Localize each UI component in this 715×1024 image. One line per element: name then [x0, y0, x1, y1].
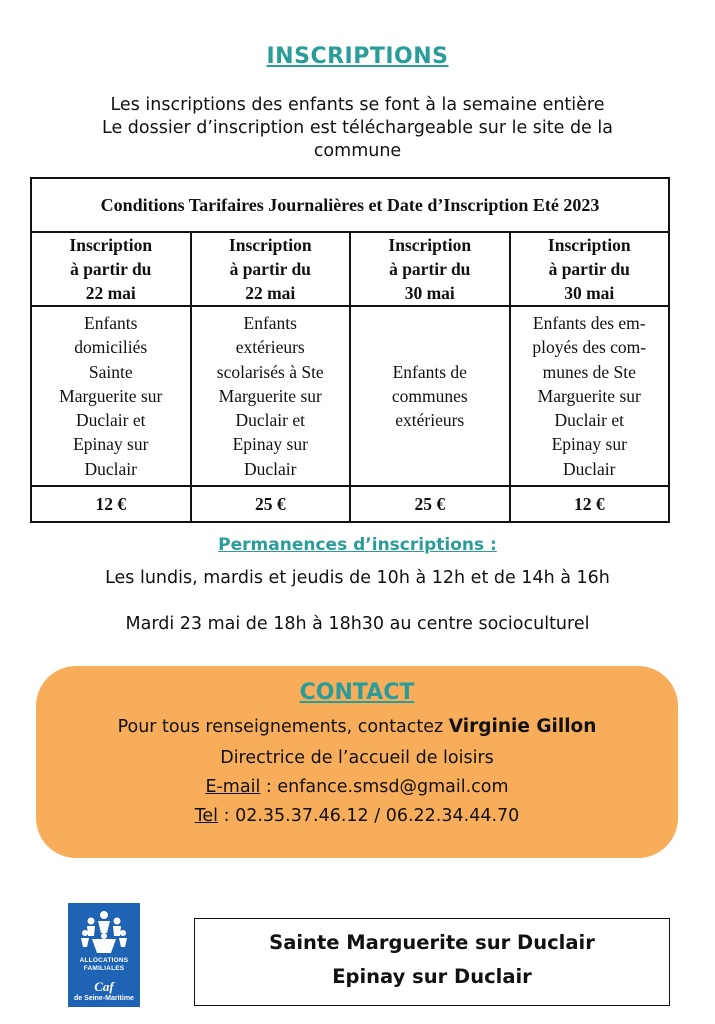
cell-line: Marguerite sur [218, 385, 322, 406]
header-line: 22 mai [85, 283, 136, 303]
cell-line: Duclair et [235, 410, 305, 431]
caf-logo [68, 903, 140, 1007]
header-line: 30 mai [404, 283, 455, 303]
cell-line: Enfants des em- [532, 313, 646, 334]
header-line: à partir du [229, 259, 311, 279]
page-title: INSCRIPTIONS [266, 44, 449, 69]
contact-name: Virginie Gillon [448, 716, 597, 737]
cell-line: extérieurs [235, 337, 305, 358]
cell-line: communes [391, 385, 468, 406]
header-line: Inscription [388, 235, 472, 255]
table-cell [350, 306, 510, 486]
intro-text [40, 94, 675, 163]
cell-line: Duclair [563, 458, 616, 479]
cell-line: Epinay sur [551, 434, 627, 455]
column-header [191, 232, 351, 306]
intro-line: Les inscriptions des enfants se font à la semaine entière [110, 95, 605, 115]
header-line: Inscription [69, 235, 153, 255]
pricing-table [30, 177, 670, 523]
tel-label: Tel [194, 806, 219, 826]
header-line: 30 mai [564, 283, 615, 303]
cell-line: Sainte [88, 361, 133, 382]
cell-line: Enfants [243, 313, 297, 334]
cell-line: extérieurs [395, 410, 465, 431]
cell-line: Duclair et [554, 410, 624, 431]
table-cell [31, 306, 191, 486]
town-line: Epinay sur Duclair [332, 965, 532, 988]
caf-line: ALLOCATIONS [79, 957, 129, 964]
price-row [31, 486, 669, 522]
price-cell: 25 € [350, 486, 510, 522]
permanences-title: Permanences d’inscriptions : [218, 535, 497, 555]
phone-numbers: : 02.35.37.46.12 / 06.22.34.44.70 [218, 806, 520, 826]
cell-line: Duclair et [76, 410, 146, 431]
price-cell: 25 € [191, 486, 351, 522]
permanences-line: Les lundis, mardis et jeudis de 10h à 12h et de 14h à 16h [105, 568, 610, 588]
contact-line [36, 716, 678, 737]
contact-email [36, 777, 678, 797]
contact-box [36, 666, 678, 858]
contact-title: CONTACT [299, 680, 415, 705]
caf-name: Caf [94, 979, 114, 994]
table-header-row [31, 232, 669, 306]
cell-line: munes de Ste [542, 361, 636, 382]
caf-line: FAMILIALES [83, 965, 125, 972]
family-icon [78, 909, 130, 955]
header-line: à partir du [70, 259, 152, 279]
header-line: à partir du [389, 259, 471, 279]
column-header [350, 232, 510, 306]
cell-line: Enfants de [392, 361, 467, 382]
town-box [194, 918, 670, 1006]
header-line: Inscription [228, 235, 312, 255]
price-cell: 12 € [31, 486, 191, 522]
cell-line: scolarisés à Ste [216, 361, 324, 382]
town-line: Sainte Marguerite sur Duclair [269, 931, 595, 954]
cell-line: Enfants [84, 313, 138, 334]
header-line: 22 mai [245, 283, 296, 303]
contact-role: Directrice de l’accueil de loisirs [220, 748, 494, 768]
contact-phone [36, 806, 678, 826]
table-cell [510, 306, 670, 486]
email-link[interactable]: : enfance.smsd@gmail.com [260, 777, 509, 797]
cell-line: Epinay sur [73, 434, 149, 455]
header-line: Inscription [547, 235, 631, 255]
table-row [31, 306, 669, 486]
email-label: E-mail [205, 777, 261, 797]
cell-line: Epinay sur [232, 434, 308, 455]
cell-line: Marguerite sur [537, 385, 641, 406]
table-cell [191, 306, 351, 486]
cell-line: Duclair [244, 458, 297, 479]
caf-region: de Seine-Maritime [74, 995, 134, 1002]
column-header [510, 232, 670, 306]
intro-line: Le dossier d’inscription est téléchargeable sur le site de la [102, 118, 613, 138]
cell-line: ployés des com- [532, 337, 647, 358]
permanences-line: Mardi 23 mai de 18h à 18h30 au centre socioculturel [125, 614, 590, 634]
cell-line: Marguerite sur [59, 385, 163, 406]
price-cell: 12 € [510, 486, 670, 522]
table-caption: Conditions Tarifaires Journalières et Date d’Inscription Eté 2023 [31, 178, 669, 232]
intro-line: commune [313, 141, 402, 161]
header-line: à partir du [548, 259, 630, 279]
column-header [31, 232, 191, 306]
contact-prefix: Pour tous renseignements, contactez [117, 717, 449, 737]
cell-line: Duclair [84, 458, 137, 479]
cell-line: domiciliés [74, 337, 148, 358]
